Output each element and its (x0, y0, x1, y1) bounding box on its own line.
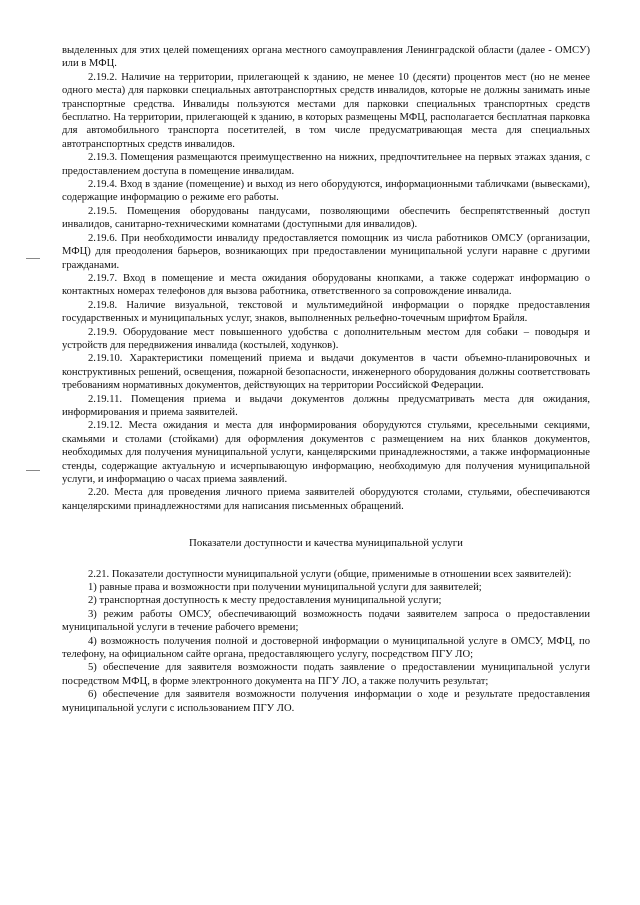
paragraph-2-19-6: 2.19.6. При необходимости инвалиду предоставляется помощник из числа работников ОМСУ (организации, МФЦ) для преодоления барьеров, возникающих при предоставлении муниципальной услуги наравне с другими гражданами. (62, 232, 590, 271)
paragraph-continuation: выделенных для этих целей помещениях органа местного самоуправления Ленинградской области (далее - ОМСУ) или в МФЦ. (62, 45, 590, 70)
list-item: 4) возможность получения полной и достоверной информации о муниципальной услуге в ОМСУ, МФЦ, по телефону, на официальном сайте органа, предоставляющего услугу, посредством ПГУ ЛО; (62, 635, 590, 661)
paragraph-2-19-3: 2.19.3. Помещения размещаются преимущественно на нижних, предпочтительнее на первых этажах здания, с предоставлением доступа в помещение инвалидам. (62, 152, 590, 177)
list-item: 3) режим работы ОМСУ, обеспечивающий возможность подачи заявителем запроса о предоставлении муниципальной услуги в течение рабочего времени; (62, 608, 590, 634)
list-item: 5) обеспечение для заявителя возможности подать заявление о предоставлении муниципальной услуги посредством МФЦ, в форме электронного документа на ПГУ ЛО, а также получить результат; (62, 662, 590, 687)
list-item: 2) транспортная доступность к месту предоставления муниципальной услуги; (88, 595, 442, 607)
paragraph-2-19-10: 2.19.10. Характеристики помещений приема и выдачи документов в части объемно-планировочных и конструктивных решений, освещения, пожарной безопасности, инженерного оборудования должны соответствовать требованиям нормативных документов, действующих на территории Российской Федерации. (62, 353, 590, 392)
paragraph-2-19-8: 2.19.8. Наличие визуальной, текстовой и мультимедийной информации о порядке предоставления государственных и муниципальных услуг, знаков, выполненных рельефно-точечным шрифтом Брайля. (62, 299, 590, 325)
paragraph-2-20: 2.20. Места для проведения личного приема заявителей оборудуются столами, стульями, обеспечиваются канцелярскими принадлежностями для написания письменных обращений. (62, 487, 590, 512)
paragraph-2-19-12: 2.19.12. Места ожидания и места для информирования оборудуются стульями, кресельными секциями, скамьями и столами (стойками) для оформления документов с размещением на них бланков документов, необходимых для получения муниципальной услуги, канцелярскими принадлежностями, а также информационные стенды, содержащие актуальную и исчерпывающую информацию, необходимую для получения муниципальной услуги, и информацию о часах приема заявлений. (62, 420, 590, 485)
paragraph-2-19-5: 2.19.5. Помещения оборудованы пандусами, позволяющими обеспечить беспрепятственный доступ инвалидов, санитарно-техническими комнатами (доступными для инвалидов). (62, 205, 590, 231)
list-item: 6) обеспечение для заявителя возможности получения информации о ходе и результате предоставления муниципальной услуги с использованием ПГУ ЛО. (62, 689, 590, 714)
paragraph-2-19-4: 2.19.4. Вход в здание (помещение) и выход из него оборудуются, информационными табличками (вывесками), содержащие информацию о режиме его работы. (62, 179, 590, 204)
margin-mark (26, 470, 40, 471)
paragraph-2-19-2: 2.19.2. Наличие на территории, прилегающей к зданию, не менее 10 (десяти) процентов мест (но не менее одного места) для парковки специальных автотранспортных средств инвалидов, которые не должны занимать иные транспортные средства. Инвалиды пользуются местами для парковки специальных транспортных средств бесплатно. На территории, прилегающей к зданию, в которых размещены МФЦ, располагается бесплатная парковка для автомобильного транспорта посетителей, в том числе предусматривающая места для специальных автотранспортных средств инвалидов. (62, 71, 590, 150)
list-item: 1) равные права и возможности при получении муниципальной услуги для заявителей; (88, 582, 482, 594)
paragraph-2-21: 2.21. Показатели доступности муниципальной услуги (общие, применимые в отношении всех заявителей): (88, 568, 572, 580)
paragraph-2-19-7: 2.19.7. Вход в помещение и места ожидания оборудованы кнопками, а также содержат информацию о контактных номерах телефонов для вызова работника, ответственного за сопровождение инвалида. (62, 272, 590, 298)
paragraph-2-19-11: 2.19.11. Помещения приема и выдачи документов должны предусматривать места для ожидания, информирования и приема заявителей. (62, 393, 590, 418)
document-body (62, 44, 590, 715)
paragraph-2-19-9: 2.19.9. Оборудование мест повышенного удобства с дополнительным местом для собаки – поводыря и устройств для передвижения инвалида (костылей, ходунков). (62, 326, 590, 351)
section-heading: Показатели доступности и качества муниципальной услуги (189, 537, 463, 550)
margin-mark (26, 258, 40, 259)
